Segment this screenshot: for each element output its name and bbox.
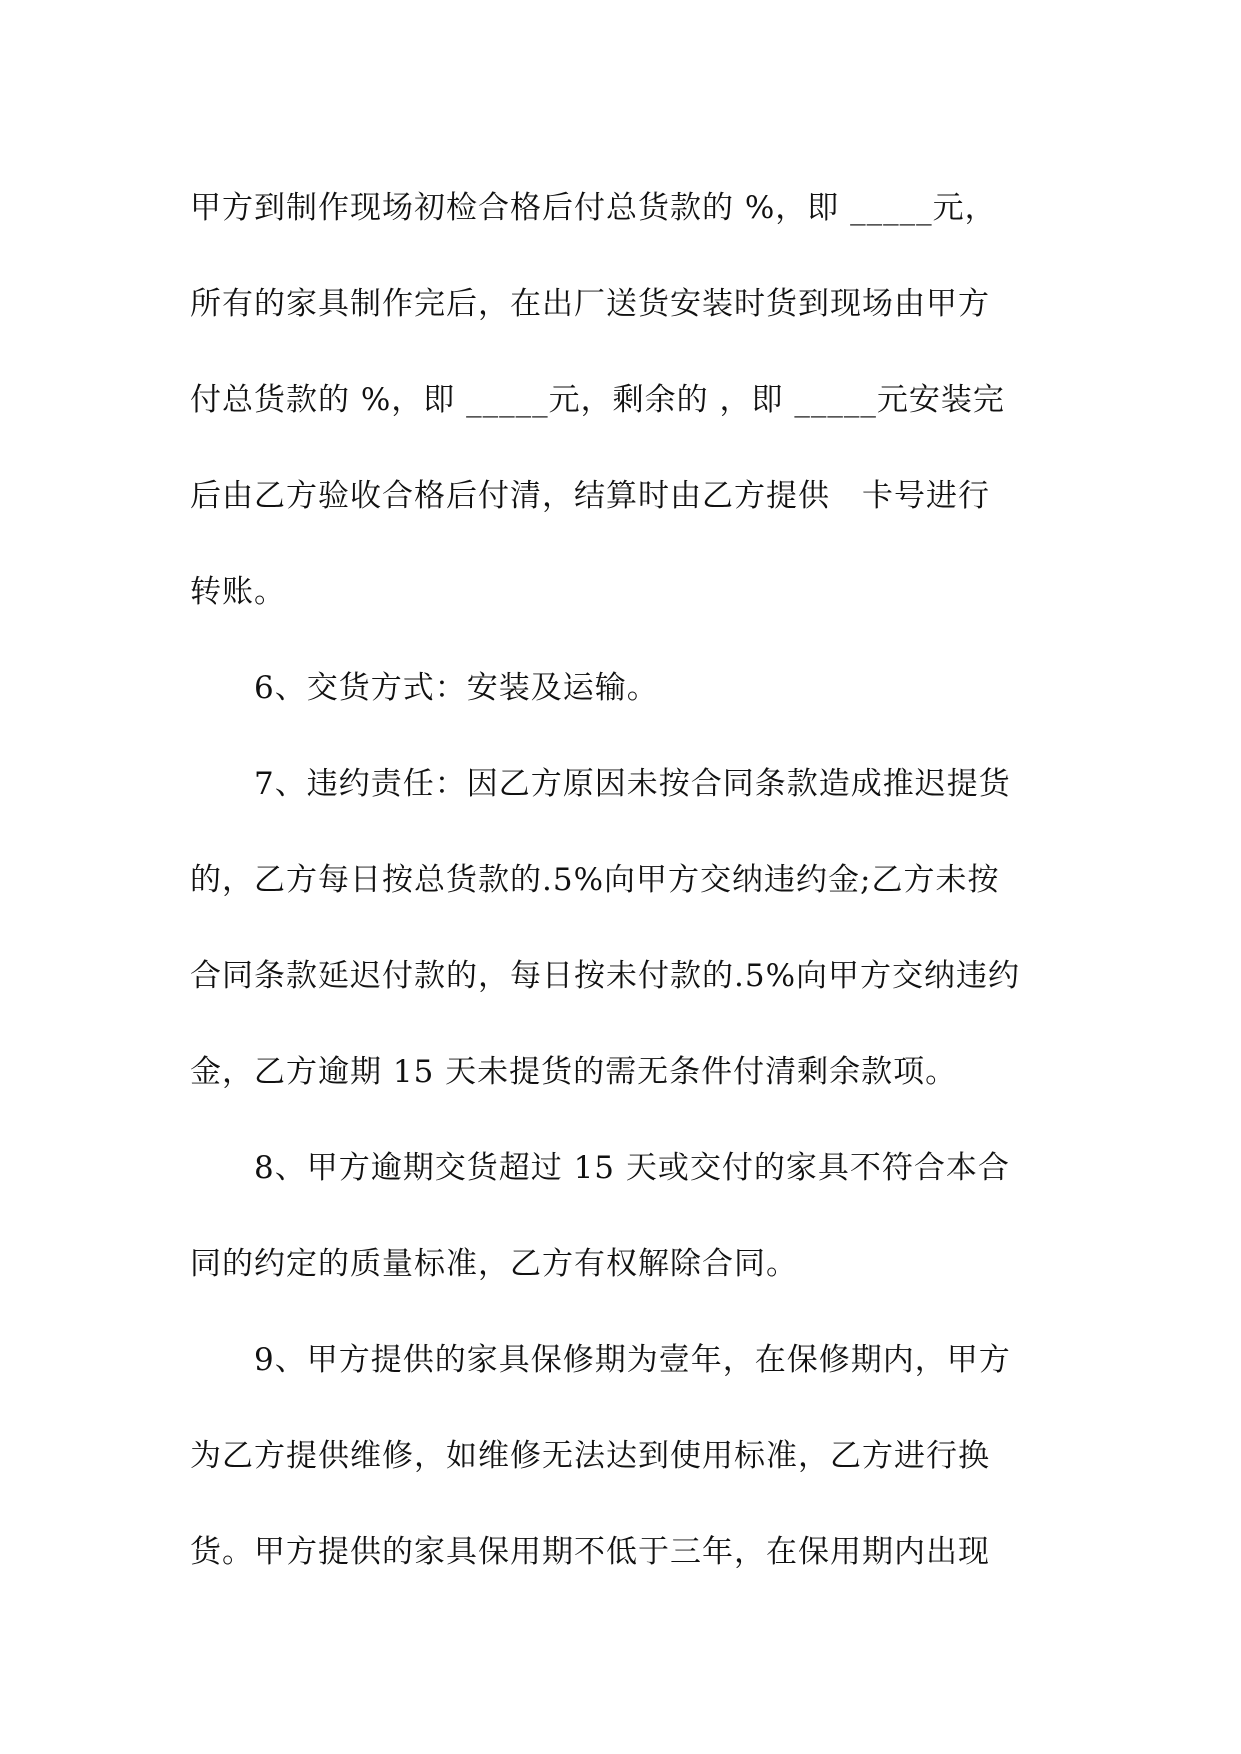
contract-text [190, 160, 1060, 1600]
text-line: 金，乙方逾期 15 天未提货的需无条件付清剩余款项。 [190, 1054, 958, 1090]
text-line: 合同条款延迟付款的，每日按未付款的.5%向甲方交纳违约 [190, 958, 1021, 994]
text-line: 7、违约责任：因乙方原因未按合同条款造成推迟提货 [190, 766, 1011, 802]
text-line: 9、甲方提供的家具保修期为壹年，在保修期内，甲方 [190, 1342, 1011, 1378]
text-line: 8、甲方逾期交货超过 15 天或交付的家具不符合本合 [190, 1150, 1010, 1186]
text-line: 转账。 [190, 574, 286, 610]
text-line: 货。甲方提供的家具保用期不低于三年，在保用期内出现 [190, 1534, 990, 1570]
text-line: 同的约定的质量标准，乙方有权解除合同。 [190, 1246, 798, 1282]
text-line: 甲方到制作现场初检合格后付总货款的 %，即 _____元， [190, 190, 997, 226]
text-line: 为乙方提供维修，如维修无法达到使用标准，乙方进行换 [190, 1438, 990, 1474]
text-line: 6、交货方式：安装及运输。 [190, 670, 659, 706]
text-line: 的，乙方每日按总货款的.5%向甲方交纳违约金;乙方未按 [190, 862, 1000, 898]
text-line: 付总货款的 %，即 _____元，剩余的 ，即 _____元安装完 [190, 382, 1005, 418]
text-line: 后由乙方验收合格后付清，结算时由乙方提供 卡号进行 [190, 478, 990, 514]
text-line: 所有的家具制作完后，在出厂送货安装时货到现场由甲方 [190, 286, 990, 322]
